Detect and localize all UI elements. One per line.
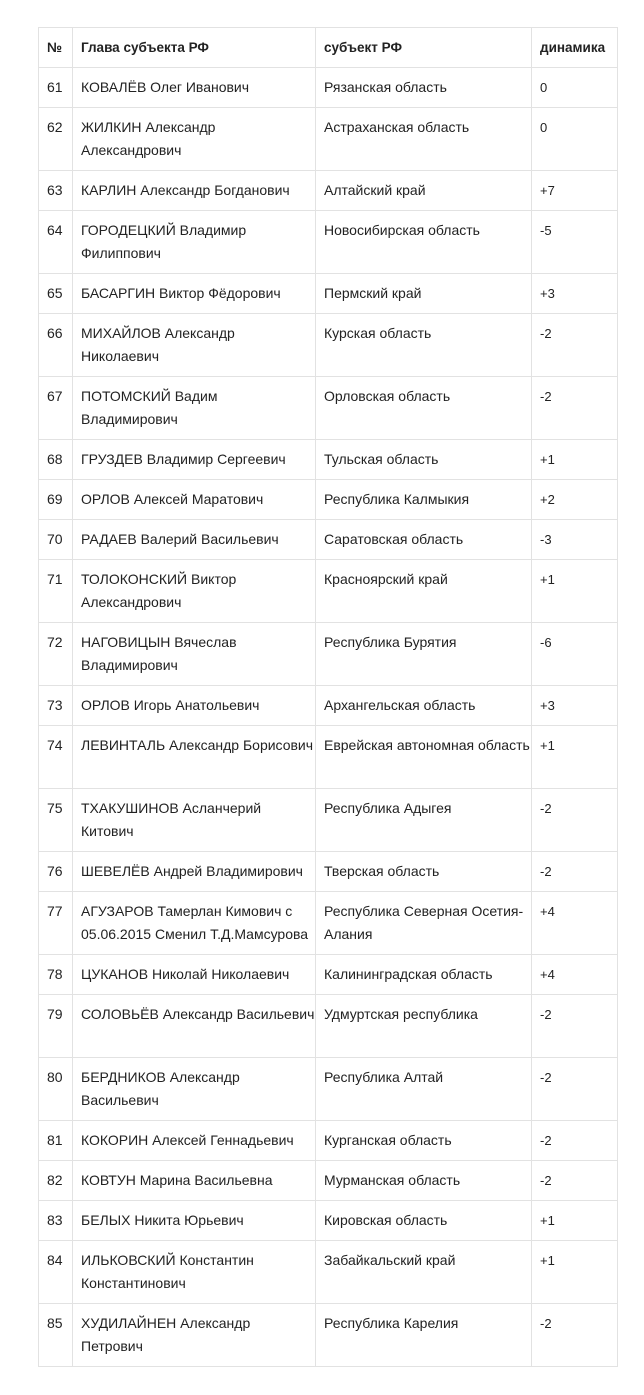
header-name: Глава субъекта РФ xyxy=(73,28,316,68)
table-row xyxy=(39,955,618,995)
cell-name: ЦУКАНОВ Николай Николаевич xyxy=(73,955,316,995)
table-row xyxy=(39,520,618,560)
cell-dynamics: -2 xyxy=(532,852,618,892)
cell-subject: Рязанская область xyxy=(316,68,532,108)
cell-dynamics: -5 xyxy=(532,211,618,274)
cell-name: ОРЛОВ Алексей Маратович xyxy=(73,480,316,520)
cell-dynamics: -3 xyxy=(532,520,618,560)
cell-subject: Алтайский край xyxy=(316,171,532,211)
cell-num: 84 xyxy=(39,1241,73,1304)
cell-num: 63 xyxy=(39,171,73,211)
cell-dynamics: +2 xyxy=(532,480,618,520)
cell-dynamics: -6 xyxy=(532,623,618,686)
table-row xyxy=(39,1304,618,1367)
cell-name: КОВАЛЁВ Олег Иванович xyxy=(73,68,316,108)
cell-dynamics: -2 xyxy=(532,1121,618,1161)
cell-dynamics: +4 xyxy=(532,892,618,955)
cell-name: ОРЛОВ Игорь Анатольевич xyxy=(73,686,316,726)
cell-subject: Пермский край xyxy=(316,274,532,314)
cell-dynamics: -2 xyxy=(532,995,618,1058)
ranking-table-container xyxy=(38,27,617,1367)
cell-dynamics: 0 xyxy=(532,108,618,171)
table-body xyxy=(39,68,618,1367)
cell-dynamics: +1 xyxy=(532,726,618,789)
cell-subject: Тверская область xyxy=(316,852,532,892)
cell-dynamics: +1 xyxy=(532,560,618,623)
cell-num: 74 xyxy=(39,726,73,789)
cell-num: 62 xyxy=(39,108,73,171)
cell-dynamics: +3 xyxy=(532,274,618,314)
cell-subject: Орловская область xyxy=(316,377,532,440)
cell-num: 75 xyxy=(39,789,73,852)
cell-num: 79 xyxy=(39,995,73,1058)
cell-name: ЖИЛКИН Александр Александрович xyxy=(73,108,316,171)
table-row xyxy=(39,377,618,440)
cell-name: СОЛОВЬЁВ Александр Васильевич xyxy=(73,995,316,1058)
cell-dynamics: 0 xyxy=(532,68,618,108)
ranking-table xyxy=(38,27,618,1367)
cell-dynamics: -2 xyxy=(532,377,618,440)
cell-num: 80 xyxy=(39,1058,73,1121)
cell-num: 76 xyxy=(39,852,73,892)
cell-num: 81 xyxy=(39,1121,73,1161)
cell-dynamics: +7 xyxy=(532,171,618,211)
table-row xyxy=(39,440,618,480)
cell-dynamics: +1 xyxy=(532,440,618,480)
table-row xyxy=(39,852,618,892)
table-row xyxy=(39,995,618,1058)
table-row xyxy=(39,171,618,211)
cell-num: 68 xyxy=(39,440,73,480)
table-row xyxy=(39,1241,618,1304)
cell-num: 77 xyxy=(39,892,73,955)
cell-name: БЕЛЫХ Никита Юрьевич xyxy=(73,1201,316,1241)
cell-num: 72 xyxy=(39,623,73,686)
table-row xyxy=(39,892,618,955)
cell-dynamics: +3 xyxy=(532,686,618,726)
cell-dynamics: -2 xyxy=(532,1161,618,1201)
header-num: № xyxy=(39,28,73,68)
cell-name: КОКОРИН Алексей Геннадьевич xyxy=(73,1121,316,1161)
cell-name: РАДАЕВ Валерий Васильевич xyxy=(73,520,316,560)
table-row xyxy=(39,480,618,520)
cell-num: 64 xyxy=(39,211,73,274)
cell-subject: Республика Калмыкия xyxy=(316,480,532,520)
cell-num: 67 xyxy=(39,377,73,440)
header-dynamics: динамика xyxy=(532,28,618,68)
cell-name: МИХАЙЛОВ Александр Николаевич xyxy=(73,314,316,377)
cell-subject: Мурманская область xyxy=(316,1161,532,1201)
cell-subject: Тульская область xyxy=(316,440,532,480)
cell-num: 83 xyxy=(39,1201,73,1241)
cell-num: 73 xyxy=(39,686,73,726)
cell-subject: Республика Карелия xyxy=(316,1304,532,1367)
cell-subject: Республика Бурятия xyxy=(316,623,532,686)
cell-name: ПОТОМСКИЙ Вадим Владимирович xyxy=(73,377,316,440)
table-row xyxy=(39,789,618,852)
cell-subject: Новосибирская область xyxy=(316,211,532,274)
cell-name: ИЛЬКОВСКИЙ Константин Константинович xyxy=(73,1241,316,1304)
cell-name: ШЕВЕЛЁВ Андрей Владимирович xyxy=(73,852,316,892)
cell-subject: Удмуртская республика xyxy=(316,995,532,1058)
cell-subject: Саратовская область xyxy=(316,520,532,560)
cell-num: 61 xyxy=(39,68,73,108)
cell-subject: Республика Адыгея xyxy=(316,789,532,852)
cell-name: ГРУЗДЕВ Владимир Сергеевич xyxy=(73,440,316,480)
cell-name: БАСАРГИН Виктор Фёдорович xyxy=(73,274,316,314)
cell-num: 78 xyxy=(39,955,73,995)
table-row xyxy=(39,726,618,789)
cell-dynamics: +1 xyxy=(532,1241,618,1304)
cell-num: 66 xyxy=(39,314,73,377)
cell-name: АГУЗАРОВ Тамерлан Кимович с 05.06.2015 Сменил Т.Д.Мамсурова xyxy=(73,892,316,955)
cell-subject: Курганская область xyxy=(316,1121,532,1161)
cell-name: ХУДИЛАЙНЕН Александр Петрович xyxy=(73,1304,316,1367)
table-header xyxy=(39,28,618,68)
cell-subject: Забайкальский край xyxy=(316,1241,532,1304)
cell-name: КАРЛИН Александр Богданович xyxy=(73,171,316,211)
cell-dynamics: +4 xyxy=(532,955,618,995)
cell-num: 71 xyxy=(39,560,73,623)
cell-dynamics: +1 xyxy=(532,1201,618,1241)
cell-num: 65 xyxy=(39,274,73,314)
cell-name: ТХАКУШИНОВ Асланчерий Китович xyxy=(73,789,316,852)
table-row xyxy=(39,274,618,314)
cell-subject: Еврейская автономная область xyxy=(316,726,532,789)
cell-subject: Калининградская область xyxy=(316,955,532,995)
cell-subject: Астраханская область xyxy=(316,108,532,171)
table-row xyxy=(39,1201,618,1241)
table-row xyxy=(39,1058,618,1121)
cell-subject: Курская область xyxy=(316,314,532,377)
header-row xyxy=(39,28,618,68)
cell-dynamics: -2 xyxy=(532,1304,618,1367)
table-row xyxy=(39,1161,618,1201)
cell-name: БЕРДНИКОВ Александр Васильевич xyxy=(73,1058,316,1121)
cell-subject: Красноярский край xyxy=(316,560,532,623)
table-row xyxy=(39,314,618,377)
table-row xyxy=(39,1121,618,1161)
cell-name: ГОРОДЕЦКИЙ Владимир Филиппович xyxy=(73,211,316,274)
cell-dynamics: -2 xyxy=(532,789,618,852)
cell-subject: Республика Северная Осетия-Алания xyxy=(316,892,532,955)
cell-name: НАГОВИЦЫН Вячеслав Владимирович xyxy=(73,623,316,686)
table-row xyxy=(39,560,618,623)
cell-num: 69 xyxy=(39,480,73,520)
cell-dynamics: -2 xyxy=(532,1058,618,1121)
table-row xyxy=(39,623,618,686)
table-row xyxy=(39,108,618,171)
header-subject: субъект РФ xyxy=(316,28,532,68)
cell-name: ТОЛОКОНСКИЙ Виктор Александрович xyxy=(73,560,316,623)
cell-num: 82 xyxy=(39,1161,73,1201)
cell-subject: Архангельская область xyxy=(316,686,532,726)
cell-num: 70 xyxy=(39,520,73,560)
table-row xyxy=(39,211,618,274)
cell-dynamics: -2 xyxy=(532,314,618,377)
cell-name: КОВТУН Марина Васильевна xyxy=(73,1161,316,1201)
cell-subject: Кировская область xyxy=(316,1201,532,1241)
cell-subject: Республика Алтай xyxy=(316,1058,532,1121)
cell-num: 85 xyxy=(39,1304,73,1367)
cell-name: ЛЕВИНТАЛЬ Александр Борисович xyxy=(73,726,316,789)
table-row xyxy=(39,686,618,726)
table-row xyxy=(39,68,618,108)
